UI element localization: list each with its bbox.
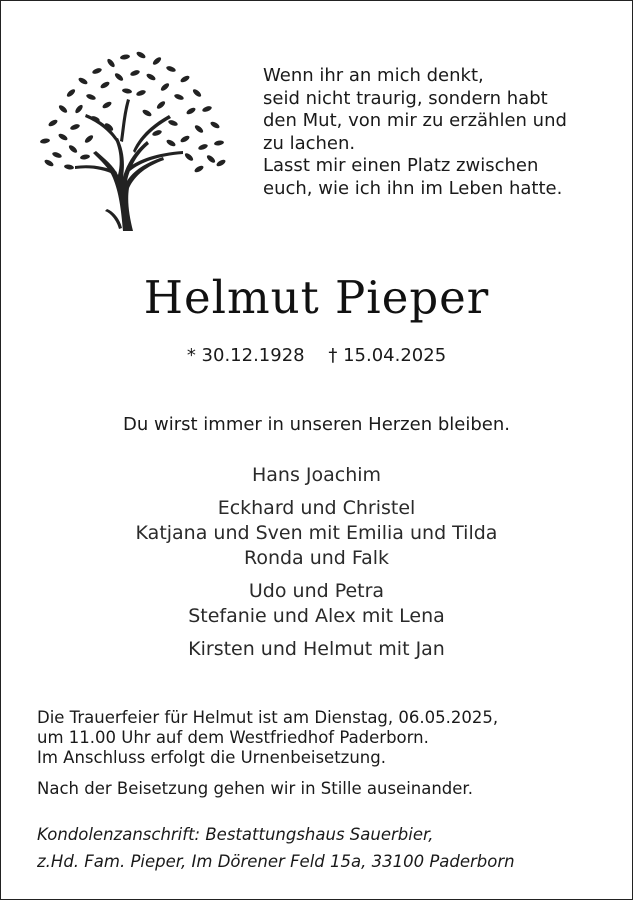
family-line: Stefanie und Alex mit Lena (188, 605, 445, 627)
family-line: Udo und Petra (248, 580, 385, 602)
info-line: Die Trauerfeier für Helmut ist am Dienstag, 06.05.2025, (37, 708, 499, 727)
poem (263, 65, 623, 200)
contact-line: Kondolenzanschrift: Bestattungshaus Sauerbier, (37, 825, 434, 844)
deceased-name: Helmut Pieper (143, 271, 490, 324)
info-paragraph (37, 708, 627, 768)
info-paragraph (37, 779, 627, 799)
condolence-address (37, 821, 627, 875)
poem-line: euch, wie ich ihn im Leben hatte. (263, 177, 563, 199)
family-group (1, 579, 632, 629)
family-list (1, 463, 632, 670)
family-line: Kirsten und Helmut mit Jan (188, 638, 445, 660)
life-dates (1, 345, 632, 366)
info-line: Nach der Beisetzung gehen wir in Stille auseinander. (37, 779, 473, 798)
family-line: Katjana und Sven mit Emilia und Tilda (135, 522, 498, 544)
family-group (1, 496, 632, 571)
family-group (1, 637, 632, 662)
poem-line: seid nicht traurig, sondern habt (263, 87, 548, 109)
poem-line: Lasst mir einen Platz zwischen (263, 155, 539, 176)
family-line: Ronda und Falk (243, 547, 390, 569)
contact-line: z.Hd. Fam. Pieper, Im Dörener Feld 15a, 33100 Paderborn (37, 852, 515, 871)
family-group (1, 463, 632, 488)
family-line: Eckhard und Christel (217, 497, 416, 519)
motto: Du wirst immer in unseren Herzen bleiben. (123, 414, 510, 435)
family-line: Hans Joachim (251, 464, 382, 486)
poem-line: Wenn ihr an mich denkt, (263, 65, 484, 86)
tree-icon (23, 43, 239, 233)
ceremony-info (37, 708, 627, 810)
death-date: † 15.04.2025 (328, 345, 447, 366)
poem-line: den Mut, von mir zu erzählen und (263, 110, 567, 131)
info-line: um 11.00 Uhr auf dem Westfriedhof Paderborn. (37, 728, 429, 747)
info-line: Im Anschluss erfolgt die Urnenbeisetzung. (37, 748, 386, 767)
birth-date: * 30.12.1928 (186, 345, 305, 366)
poem-line: zu lachen. (263, 132, 356, 154)
